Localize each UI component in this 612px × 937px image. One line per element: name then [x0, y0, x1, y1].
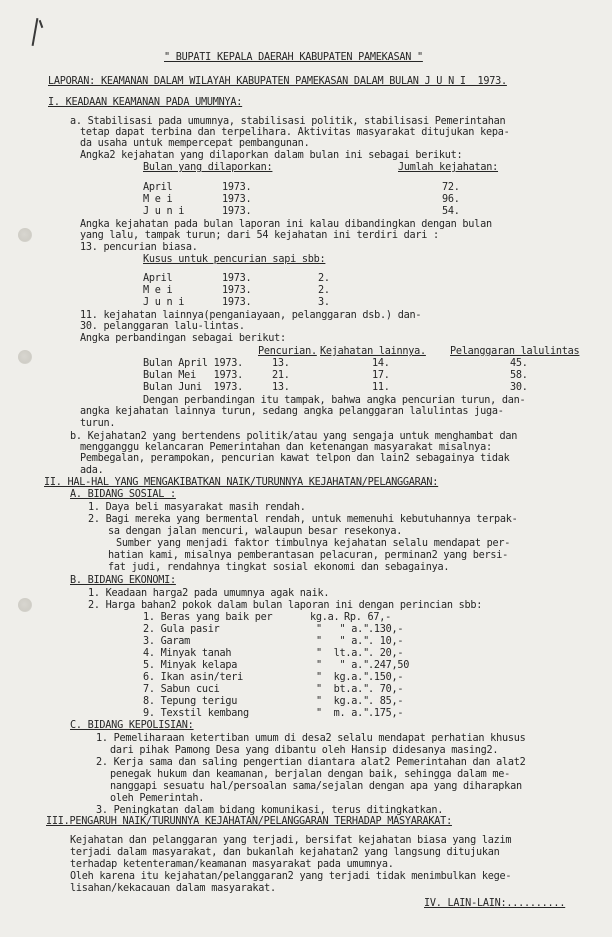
price-value: . 10,-: [368, 636, 404, 647]
text-line: b. Kejahatan2 yang bertendens politik/atau yang sengaja untuk menghambat dan: [70, 431, 518, 442]
text-line: 3. Peningkatan dalam bidang komunikasi, terus ditingkatkan.: [96, 805, 444, 816]
price-item: 4. Minyak tanah: [143, 648, 232, 659]
table2-year: 1973.: [222, 273, 252, 284]
text-line: sa dengan jalan mencuri, walaupun besar resekonya.: [108, 526, 403, 537]
price-item: 1. Beras yang baik per: [143, 612, 273, 623]
table3-header-lalulintas: Pelanggaran lalulintas: [450, 346, 580, 357]
text-line: 2. Kerja sama dan saling pengertian diantara alat2 Pemerintahan dan alat2: [96, 757, 526, 768]
table1-count: 54.: [442, 206, 460, 217]
text-line: 1. Keadaan harga2 pada umumnya agak naik.: [88, 588, 330, 599]
price-unit: kg.a.: [310, 612, 340, 623]
section-2-heading: II. HAL-HAL YANG MENGAKIBATKAN NAIK/TURUNNYA KEJAHATAN/PELANGGARAN:: [44, 477, 439, 488]
text-line: 2. Bagi mereka yang bermental rendah, untuk memenuhi kebutuhannya terpak-: [88, 514, 518, 525]
text-line: Sumber yang menjadi faktor timbulnya kejahatan selalu mendapat per-: [116, 538, 511, 549]
table1-year: 1973.: [222, 206, 252, 217]
text-line: penegak hukum dan keamanan, berjalan dengan baik, sehingga dalam me-: [110, 769, 511, 780]
price-value: .247,50: [368, 660, 410, 671]
table1-month: April: [143, 182, 173, 193]
table1-year: 1973.: [222, 182, 252, 193]
table3-pencurian: 13.: [272, 382, 290, 393]
price-value: .130,-: [368, 624, 404, 635]
price-unit: " lt.a.": [316, 648, 369, 659]
ink-mark: [39, 20, 44, 28]
price-unit: " " a.": [316, 624, 369, 635]
text-line: angka kejahatan lainnya turun, sedang angka pelanggaran lalulintas juga-: [80, 406, 504, 417]
text-line: a. Stabilisasi pada umumnya, stabilisasi politik, stabilisasi Pemerintahan: [70, 116, 506, 127]
price-value: . 20,-: [368, 648, 404, 659]
punch-hole: [18, 598, 32, 612]
text-line: 1. Daya beli masyarakat masih rendah.: [88, 502, 306, 513]
price-value: .175,-: [368, 708, 404, 719]
text-line: lisahan/kekacauan dalam masyarakat.: [70, 883, 276, 894]
price-item: 6. Ikan asin/teri: [143, 672, 244, 683]
text-line: ada.: [80, 465, 104, 476]
text-line: oleh Pemerintah.: [110, 793, 205, 804]
table2-year: 1973.: [222, 297, 252, 308]
text-line: Oleh karena itu kejahatan/pelanggaran2 yang terjadi tidak menimbulkan kege-: [70, 871, 512, 882]
text-line: 30. pelanggaran lalu-lintas.: [80, 321, 245, 332]
price-unit: " bt.a.": [316, 684, 369, 695]
table2-month: M e i: [143, 285, 173, 296]
price-item: 5. Minyak kelapa: [143, 660, 238, 671]
text-line: 11. kejahatan lainnya(penganiayaan, pelanggaran dsb.) dan-: [80, 310, 422, 321]
text-line: fat judi, rendahnya tingkat sosial ekonomi dan sebagainya.: [108, 562, 450, 573]
table2-year: 1973.: [222, 285, 252, 296]
table1-year: 1973.: [222, 194, 252, 205]
ink-mark: [32, 18, 39, 46]
text-line: Kejahatan dan pelanggaran yang terjadi, bersifat kejahatan biasa yang lazim: [70, 835, 512, 846]
price-value: . 85,-: [368, 696, 404, 707]
price-item: 9. Texstil kembang: [143, 708, 249, 719]
text-line: yang lalu, tampak turun; dari 54 kejahatan ini terdiri dari :: [80, 230, 439, 241]
section-2b-heading: B. BIDANG EKONOMI:: [70, 575, 176, 586]
price-item: 7. Sabun cuci: [143, 684, 220, 695]
report-line: LAPORAN: KEAMANAN DALAM WILAYAH KABUPATEN PAMEKASAN DALAM BULAN J U N I 1973.: [48, 76, 507, 87]
table3-header-pencurian: Pencurian.: [258, 346, 317, 357]
text-line: mengganggu kelancaran Pemerintahan dan ketenangan masyarakat misalnya:: [80, 442, 492, 453]
table1-count: 96.: [442, 194, 460, 205]
price-unit: " m. a.": [316, 708, 369, 719]
table3-pencurian: 13.: [272, 358, 290, 369]
text-line: nanggapi sesuatu hal/persoalan sama/sejalan dengan apa yang diharapkan: [110, 781, 522, 792]
price-unit: " kg.a.": [316, 672, 369, 683]
price-unit: " " a.": [316, 660, 369, 671]
table3-lalulintas: 58.: [510, 370, 528, 381]
table3-lalulintas: 45.: [510, 358, 528, 369]
table3-lalulintas: 30.: [510, 382, 528, 393]
section-3-heading: III.PENGARUH NAIK/TURUNNYA KEJAHATAN/PELANGGARAN TERHADAP MASYARAKAT:: [46, 816, 452, 827]
table2-month: J u n i: [143, 297, 185, 308]
table3-pencurian: 21.: [272, 370, 290, 381]
text-line: Angka kejahatan pada bulan laporan ini kalau dibandingkan dengan bulan: [80, 219, 492, 230]
document-title: " BUPATI KEPALA DAERAH KABUPATEN PAMEKASAN ": [164, 52, 423, 63]
text-line: 1. Pemeliharaan ketertiban umum di desa2 selalu mendapat perhatian khusus: [96, 733, 526, 744]
text-line: terhadap ketenteraman/keamanan masyarakat pada umumnya.: [70, 859, 394, 870]
text-line: tetap dapat terbina dan terpelihara. Aktivitas masyarakat ditujukan kepa-: [80, 127, 510, 138]
text-line: Dengan perbandingan itu tampak, bahwa angka pencurian turun, dan-: [143, 395, 526, 406]
table3-lainnya: 17.: [372, 370, 390, 381]
text-line: da usaha untuk mempercepat pembangunan.: [80, 138, 310, 149]
text-line: dari pihak Pamong Desa yang dibantu oleh Hansip didesanya masing2.: [110, 745, 499, 756]
text-line: turun.: [80, 418, 116, 429]
table2-count: 2.: [318, 273, 330, 284]
table1-month: M e i: [143, 194, 173, 205]
table3-lainnya: 14.: [372, 358, 390, 369]
price-value: .150,-: [368, 672, 404, 683]
table2-count: 3.: [318, 297, 330, 308]
text-line: Angka perbandingan sebagai berikut:: [80, 333, 286, 344]
text-line: 2. Harga bahan2 pokok dalam bulan laporan ini dengan perincian sbb:: [88, 600, 483, 611]
section-2a-heading: A. BIDANG SOSIAL :: [70, 489, 176, 500]
next-section-heading: IV. LAIN-LAIN:..........: [424, 898, 566, 909]
price-value: . 70,-: [368, 684, 404, 695]
table2-month: April: [143, 273, 173, 284]
price-unit: " " a.": [316, 636, 369, 647]
table1-header-month: Bulan yang dilaporkan:: [143, 162, 273, 173]
punch-hole: [18, 228, 32, 242]
section-1-heading: I. KEADAAN KEAMANAN PADA UMUMNYA:: [48, 97, 243, 108]
price-item: 2. Gula pasir: [143, 624, 220, 635]
text-line: hatian kami, misalnya pemberantasan pelacuran, perminan2 yang bersi-: [108, 550, 509, 561]
table3-label: Bulan Juni 1973.: [143, 382, 244, 393]
table2-count: 2.: [318, 285, 330, 296]
price-unit: " kg.a.": [316, 696, 369, 707]
text-line: Pembegalan, perampokan, pencurian kawat telpon dan lain2 sebagainya tidak: [80, 453, 510, 464]
table2-header: Kusus untuk pencurian sapi sbb:: [143, 254, 326, 265]
price-item: 3. Garam: [143, 636, 191, 647]
price-item: 8. Tepung terigu: [143, 696, 238, 707]
table1-header-count: Jumlah kejahatan:: [398, 162, 499, 173]
section-2c-heading: C. BIDANG KEPOLISIAN:: [70, 720, 194, 731]
table3-header-lainnya: Kejahatan lainnya.: [320, 346, 426, 357]
text-line: terjadi dalam masyarakat, dan bukanlah kejahatan2 yang langsung ditujukan: [70, 847, 500, 858]
table3-label: Bulan April 1973.: [143, 358, 244, 369]
table3-label: Bulan Mei 1973.: [143, 370, 244, 381]
table1-count: 72.: [442, 182, 460, 193]
table1-month: J u n i: [143, 206, 185, 217]
price-value: Rp. 67,-: [344, 612, 392, 623]
text-line: Angka2 kejahatan yang dilaporkan dalam bulan ini sebagai berikut:: [80, 150, 463, 161]
table3-lainnya: 11.: [372, 382, 390, 393]
punch-hole: [18, 350, 32, 364]
text-line: 13. pencurian biasa.: [80, 242, 198, 253]
